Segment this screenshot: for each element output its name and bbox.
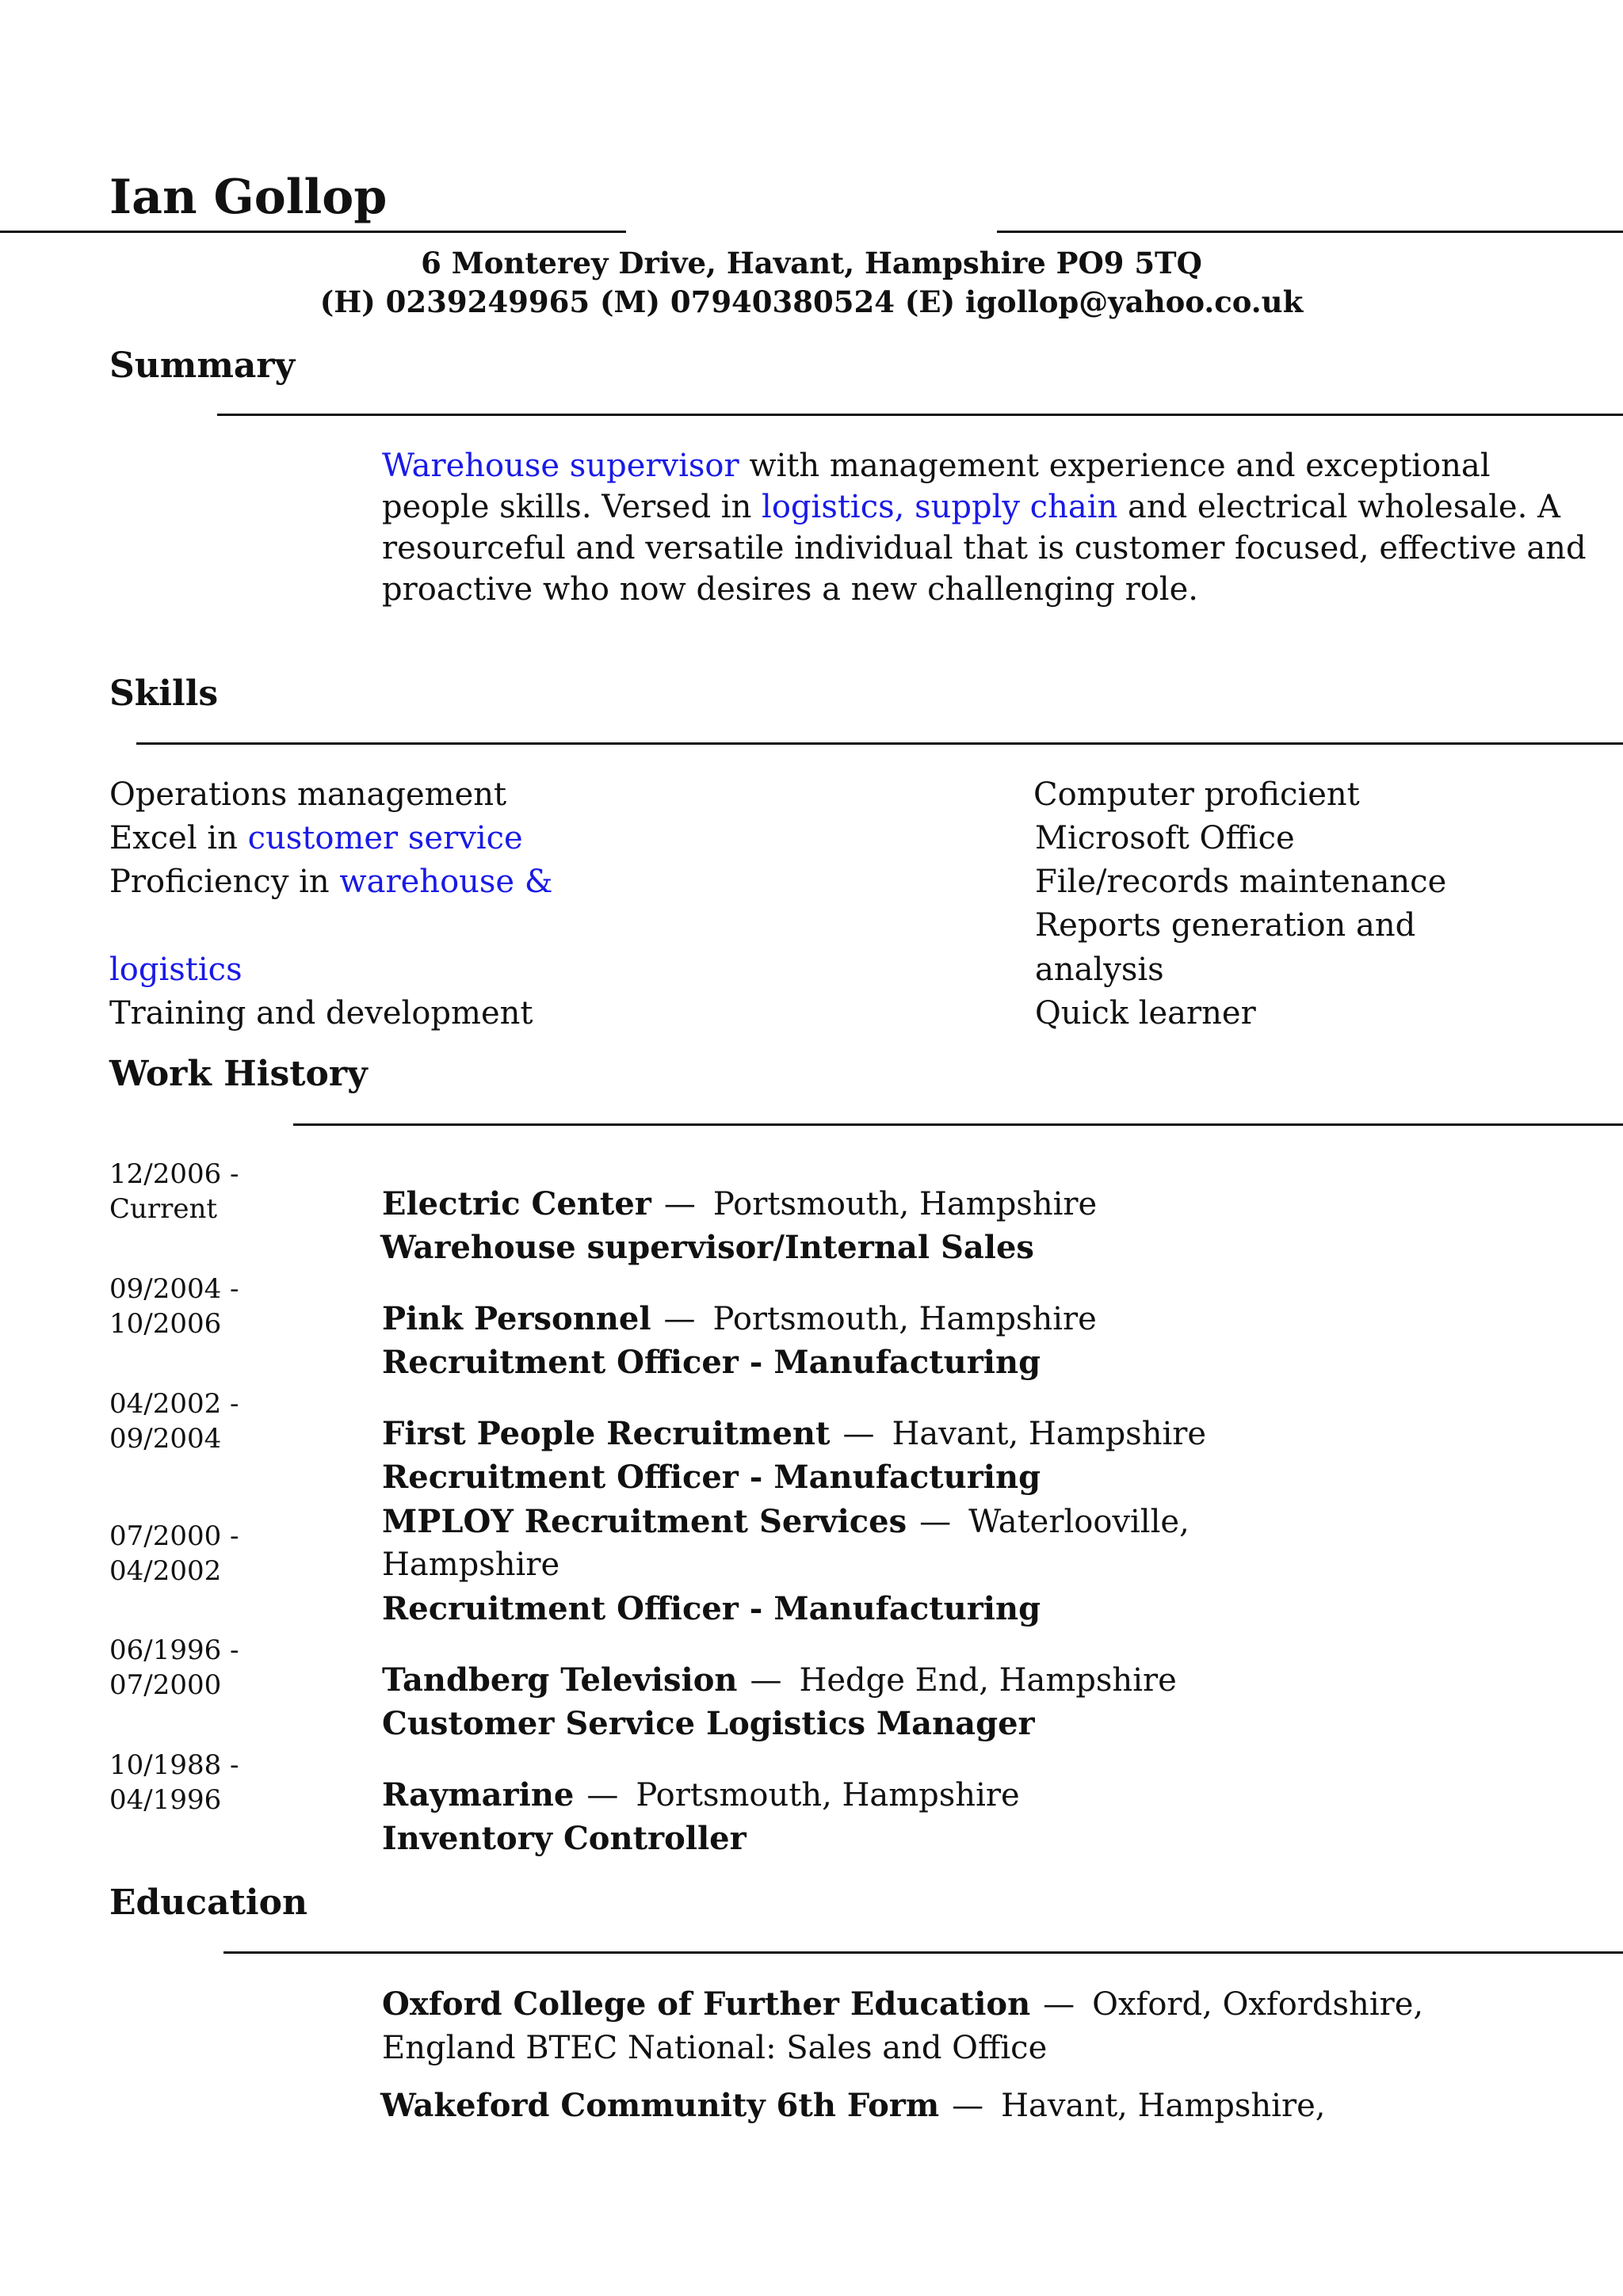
skill-left-3: Proficiency in warehouse & [109, 864, 553, 900]
job-location: Hedge End, Hampshire [799, 1662, 1177, 1699]
job-date-start: 09/2004 - [109, 1273, 239, 1305]
address-line: 6 Monterey Drive, Havant, Hampshire PO9 5TQ [421, 246, 1202, 280]
work-history-heading: Work History [109, 1054, 368, 1094]
summary-line-3: resourceful and versatile individual that is customer focused, effective and [382, 530, 1587, 566]
job-location: Portsmouth, Hampshire [712, 1301, 1097, 1337]
education-location: Havant, Hampshire, [1001, 2088, 1326, 2124]
job-date-end: 04/2002 [109, 1555, 222, 1587]
job-date-start: 06/1996 - [109, 1634, 239, 1666]
job-date-start: 04/2002 - [109, 1388, 239, 1420]
job-date-end: 10/2006 [109, 1308, 222, 1340]
education-school: Oxford College of Further Education [382, 1985, 1031, 2023]
job-date-end: 09/2004 [109, 1423, 222, 1455]
job-date-end: Current [109, 1193, 218, 1225]
summary-heading: Summary [109, 345, 296, 386]
job-company: Raymarine [382, 1776, 575, 1814]
skill-right-2: Microsoft Office [1035, 820, 1295, 856]
summary-keyword-logistics: logistics, supply chain [762, 489, 1118, 525]
summary-line-4: proactive who now desires a new challenging role. [382, 571, 1198, 608]
job-role: Customer Service Logistics Manager [382, 1705, 1035, 1742]
job-date-start: 10/1988 - [109, 1749, 239, 1781]
job-role: Inventory Controller [382, 1820, 747, 1857]
summary-line-1: Warehouse supervisor with management experience and exceptional [382, 448, 1491, 484]
job-location: Havant, Hampshire [892, 1416, 1207, 1452]
job-location: Portsmouth, Hampshire [636, 1777, 1020, 1814]
job-company: First People Recruitment [382, 1415, 831, 1452]
job-company: Tandberg Television [382, 1661, 738, 1699]
job-date-end: 07/2000 [109, 1669, 222, 1701]
job-date-end: 04/1996 [109, 1784, 222, 1816]
summary-line-2: people skills. Versed in logistics, supply chain and electrical wholesale. A [382, 489, 1560, 525]
education-detail: England BTEC National: Sales and Office [382, 2030, 1048, 2066]
skill-left-3-cont: logistics [109, 952, 242, 988]
education-location: Oxford, Oxfordshire, [1092, 1986, 1424, 2023]
job-employer-line: Raymarine — Portsmouth, Hampshire [382, 1776, 1020, 1814]
skill-left-1: Operations management [109, 776, 507, 813]
education-entry-line: Oxford College of Further Education — Oxford, Oxfordshire, [382, 1985, 1424, 2023]
job-role: Recruitment Officer - Manufacturing [382, 1590, 1041, 1627]
header-rule-left [0, 231, 626, 233]
skill-right-3: File/records maintenance [1035, 864, 1447, 900]
skill-left-2: Excel in customer service [109, 820, 523, 856]
job-company: MPLOY Recruitment Services [382, 1503, 907, 1540]
job-employer-line: Electric Center — Portsmouth, Hampshire [382, 1185, 1098, 1222]
skill-right-4b: analysis [1035, 952, 1164, 988]
job-role: Recruitment Officer - Manufacturing [382, 1459, 1041, 1496]
job-employer-line: Tandberg Television — Hedge End, Hampshire [382, 1661, 1177, 1699]
education-heading: Education [109, 1882, 307, 1923]
skills-heading: Skills [109, 673, 219, 714]
job-company: Electric Center [382, 1185, 651, 1222]
header-rule-right [997, 231, 1623, 233]
skill-right-5: Quick learner [1035, 995, 1256, 1032]
contact-line: (H) 0239249965 (M) 07940380524 (E) igollop@yahoo.co.uk [319, 284, 1304, 319]
job-employer-line: First People Recruitment — Havant, Hampshire [382, 1415, 1207, 1452]
candidate-name: Ian Gollop [109, 170, 388, 225]
skill-right-4a: Reports generation and [1035, 907, 1416, 944]
education-entry-line: Wakeford Community 6th Form — Havant, Hampshire, [380, 2087, 1326, 2124]
job-employer-line: MPLOY Recruitment Services — Waterlooville, [382, 1503, 1190, 1540]
job-company: Pink Personnel [382, 1300, 651, 1337]
job-role: Recruitment Officer - Manufacturing [382, 1344, 1041, 1381]
summary-rule [217, 414, 1623, 416]
skill-right-1: Computer proficient [1033, 776, 1360, 813]
job-location: Waterlooville, [968, 1504, 1190, 1540]
education-school: Wakeford Community 6th Form [380, 2087, 940, 2124]
work-history-rule [293, 1123, 1623, 1126]
skills-rule [136, 742, 1623, 745]
job-location-cont: Hampshire [382, 1547, 560, 1583]
job-location: Portsmouth, Hampshire [712, 1186, 1098, 1222]
job-date-start: 12/2006 - [109, 1158, 239, 1190]
job-role: Warehouse supervisor/Internal Sales [380, 1229, 1034, 1266]
job-employer-line: Pink Personnel — Portsmouth, Hampshire [382, 1300, 1097, 1337]
education-rule [223, 1951, 1623, 1954]
summary-keyword-warehouse: Warehouse supervisor [382, 448, 739, 484]
job-date-start: 07/2000 - [109, 1520, 239, 1552]
skill-left-4: Training and development [109, 995, 533, 1032]
